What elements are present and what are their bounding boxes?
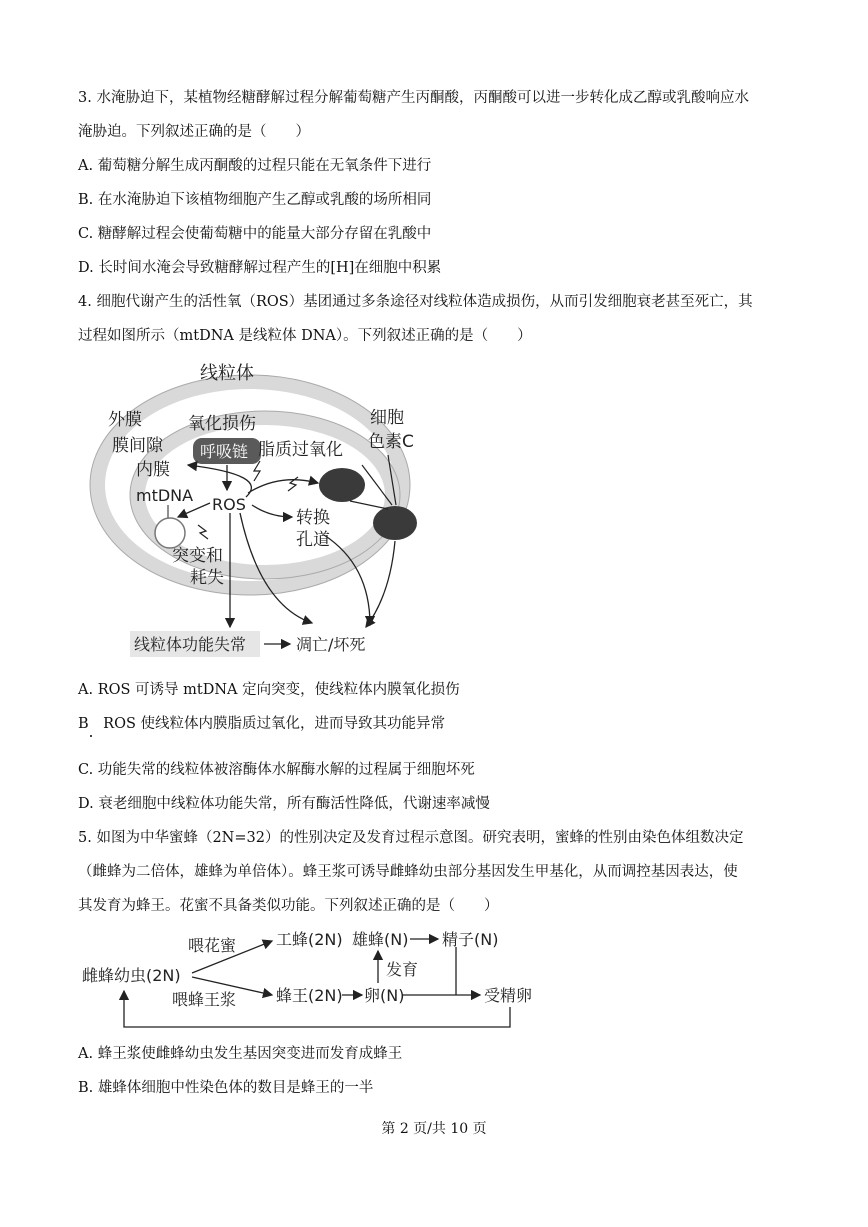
- transition-pore-label-1: 转换: [296, 508, 330, 528]
- mtdna-circle: [155, 518, 185, 548]
- larva-label: 雌蜂幼虫(2N): [82, 966, 181, 985]
- q3-option-a: A. 葡萄糖分解生成丙酮酸的过程只能在无氧条件下进行: [78, 158, 432, 174]
- feed-jelly-label: 喂蜂王浆: [172, 990, 237, 1009]
- cytochrome-c-dot-1: [319, 468, 365, 502]
- sperm-label: 精子(N): [442, 930, 499, 949]
- develop-label: 发育: [386, 960, 419, 979]
- cytochrome-c-label-1: 细胞: [370, 408, 404, 428]
- q5-option-b: B. 雄蜂体细胞中性染色体的数目是蜂王的一半: [78, 1080, 374, 1096]
- mutation-label-2: 耗失: [190, 568, 224, 588]
- honeybee-flow-diagram: [80, 925, 560, 1035]
- stray-dot: [90, 735, 92, 737]
- q3-stem-line-1: 3. 水淹胁迫下，某植物经糖酵解过程分解葡萄糖产生丙酮酸，丙酮酸可以进一步转化成乙醇或乳酸响应水: [78, 90, 749, 106]
- respiratory-chain-label: 呼吸链: [200, 442, 249, 461]
- worker-label: 工蜂(2N): [276, 930, 343, 949]
- apoptosis-label: 凋亡/坏死: [296, 635, 366, 654]
- queen-label: 蜂王(2N): [276, 986, 343, 1005]
- egg-label: 卵(N): [364, 986, 405, 1005]
- feed-nectar-label: 喂花蜜: [188, 936, 237, 955]
- transition-pore-label-2: 孔道: [296, 530, 330, 550]
- q4-stem-line-2: 过程如图所示（mtDNA 是线粒体 DNA）。下列叙述正确的是（ ）: [78, 328, 532, 344]
- lipid-peroxidation-label: 脂质过氧化: [258, 440, 343, 460]
- q3-option-b: B. 在水淹胁迫下该植物细胞产生乙醇或乳酸的场所相同: [78, 192, 432, 208]
- mutation-label-1: 突变和: [172, 546, 223, 566]
- fertilized-egg-label: 受精卵: [484, 986, 533, 1005]
- ros-label: ROS: [212, 495, 246, 514]
- q4-option-d: D. 衰老细胞中线粒体功能失常，所有酶活性降低，代谢速率减慢: [78, 796, 490, 812]
- q5-stem-line-2: （雌蜂为二倍体，雄蜂为单倍体）。蜂王浆可诱导雌蜂幼虫部分基因发生甲基化，从而调控基因表达，使: [78, 864, 738, 880]
- inner-membrane-label: 内膜: [136, 460, 170, 480]
- q4-stem-line-1: 4. 细胞代谢产生的活性氧（ROS）基团通过多条途径对线粒体造成损伤，从而引发细胞衰老甚至死亡，其: [78, 294, 753, 310]
- mitochondria-ros-diagram: [70, 355, 430, 665]
- intermembrane-label: 膜间隙: [112, 436, 163, 456]
- q5-stem-line-3: 其发育为蜂王。花蜜不具备类似功能。下列叙述正确的是（ ）: [78, 898, 499, 914]
- q5-stem-line-1: 5. 如图为中华蜜蜂（2N=32）的性别决定及发育过程示意图。研究表明，蜜蜂的性别由染色体组数决定: [78, 830, 744, 846]
- outer-membrane-label: 外膜: [108, 410, 142, 430]
- drone-label: 雄蜂(N): [352, 930, 409, 949]
- mitochondrion-label: 线粒体: [200, 363, 254, 384]
- cytochrome-c-label-2: 色素C: [368, 432, 414, 452]
- q4-option-c: C. 功能失常的线粒体被溶酶体水解酶水解的过程属于细胞坏死: [78, 762, 475, 778]
- q3-stem-line-2: 淹胁迫。下列叙述正确的是（ ）: [78, 124, 310, 140]
- q4-option-a: A. ROS 可诱导 mtDNA 定向突变，使线粒体内膜氧化损伤: [78, 682, 460, 698]
- page-footer: 第 2 页/共 10 页: [381, 1121, 487, 1137]
- q5-option-a: A. 蜂王浆使雌蜂幼虫发生基因突变进而发育成蜂王: [78, 1046, 403, 1062]
- mtdna-label: mtDNA: [136, 486, 194, 505]
- oxidative-damage-label: 氧化损伤: [188, 414, 256, 434]
- q4-option-b: B ROS 使线粒体内膜脂质过氧化，进而导致其功能异常: [78, 716, 446, 732]
- dysfunction-label: 线粒体功能失常: [134, 635, 247, 654]
- cytochrome-c-dot-2: [373, 506, 417, 540]
- q3-option-d: D. 长时间水淹会导致糖酵解过程产生的[H]在细胞中积累: [78, 260, 442, 276]
- q3-option-c: C. 糖酵解过程会使葡萄糖中的能量大部分存留在乳酸中: [78, 226, 432, 242]
